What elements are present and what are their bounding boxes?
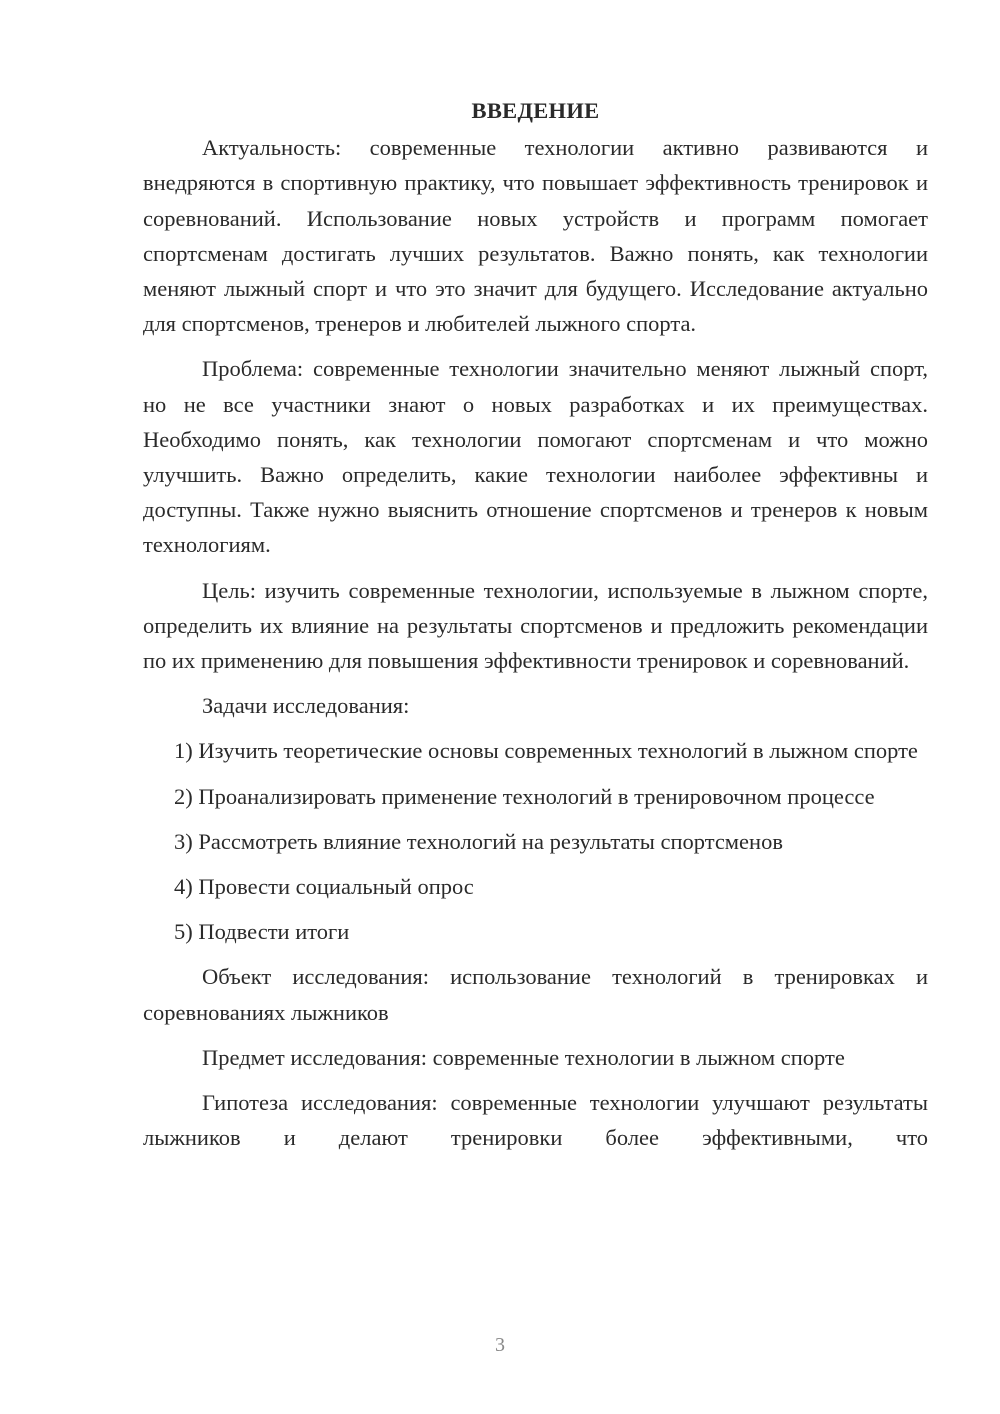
task-item: 2) Проанализировать применение технологий в тренировочном процессе [174, 783, 875, 809]
tasks-title: Задачи исследования: [202, 693, 410, 719]
research-object-paragraph: Объект исследования: использование технологий в тренировках и соревнованиях лыжников [143, 964, 928, 1025]
task-item: 3) Рассмотреть влияние технологий на результаты спортсменов [174, 828, 783, 854]
page-number: 3 [495, 1334, 505, 1356]
hypothesis-paragraph: Гипотеза исследования: современные технологии улучшают результаты лыжников и делают тренировки более эффективными, что [143, 1090, 928, 1151]
task-item: 1) Изучить теоретические основы современных технологий в лыжном спорте [174, 738, 918, 764]
document-body [143, 93, 928, 1165]
problem-paragraph: Проблема: современные технологии значительно меняют лыжный спорт, но не все участники знают о новых разработках и их преимуществах. Необходимо понять, как технологии помогают спортсменам и что можно улучшить. Важно определить, какие технологии наиболее эффективны и доступны. Также нужно выяснить отношение спортсменов и тренеров к новым технологиям. [143, 356, 928, 558]
section-heading: ВВЕДЕНИЕ [471, 98, 600, 123]
goal-paragraph: Цель: изучить современные технологии, используемые в лыжном спорте, определить их влияние на результаты спортсменов и предложить рекомендации по их применению для повышения эффективности тренировок и соревнований. [143, 577, 928, 674]
relevance-paragraph: Актуальность: современные технологии активно развиваются и внедряются в спортивную практику, что повышает эффективность тренировок и соревнований. Использование новых устройств и программ помогает спортсменам достигать лучших результатов. Важно понять, как технологии меняют лыжный спорт и что это значит для будущего. Исследование актуально для спортсменов, тренеров и любителей лыжного спорта. [143, 135, 928, 337]
task-item: 4) Провести социальный опрос [174, 874, 474, 900]
research-subject-paragraph: Предмет исследования: современные технологии в лыжном спорте [202, 1044, 845, 1070]
task-item: 5) Подвести итоги [174, 919, 350, 945]
